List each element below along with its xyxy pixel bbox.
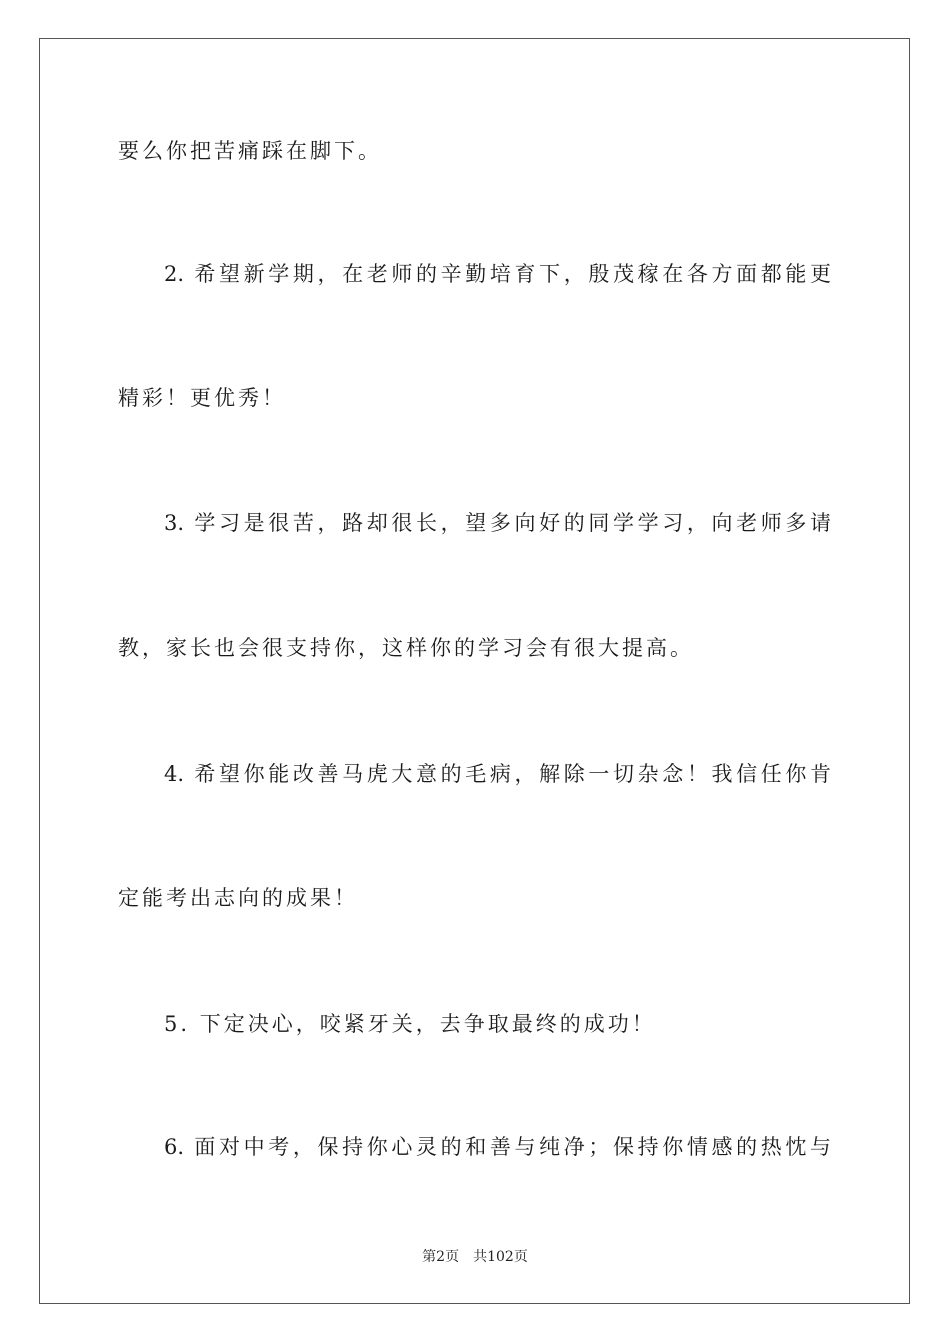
total-pages: 共102页 (473, 1249, 528, 1265)
text-line-8: 5. 下定决心，咬紧牙关，去争取最终的成功！ (164, 1012, 656, 1036)
text-line-6: 4. 希望你能改善马虎大意的毛病，解除一切杂念！我信任你肯 (164, 762, 831, 786)
page-footer (0, 1248, 950, 1266)
text-line-5: 教，家长也会很支持你，这样你的学习会有很大提高。 (118, 636, 694, 660)
page-border (39, 38, 910, 1304)
text-line-7: 定能考出志向的成果！ (118, 886, 358, 910)
text-line-3: 精彩！更优秀！ (118, 386, 286, 410)
text-line-4: 3. 学习是很苦，路却很长，望多向好的同学学习，向老师多请 (164, 511, 831, 535)
page-number: 第2页 (422, 1249, 460, 1265)
text-line-9: 6. 面对中考，保持你心灵的和善与纯净；保持你情感的热忱与 (164, 1135, 831, 1159)
text-line-1: 要么你把苦痛踩在脚下。 (118, 139, 382, 163)
text-line-2: 2. 希望新学期，在老师的辛勤培育下，殷茂稼在各方面都能更 (164, 262, 831, 286)
